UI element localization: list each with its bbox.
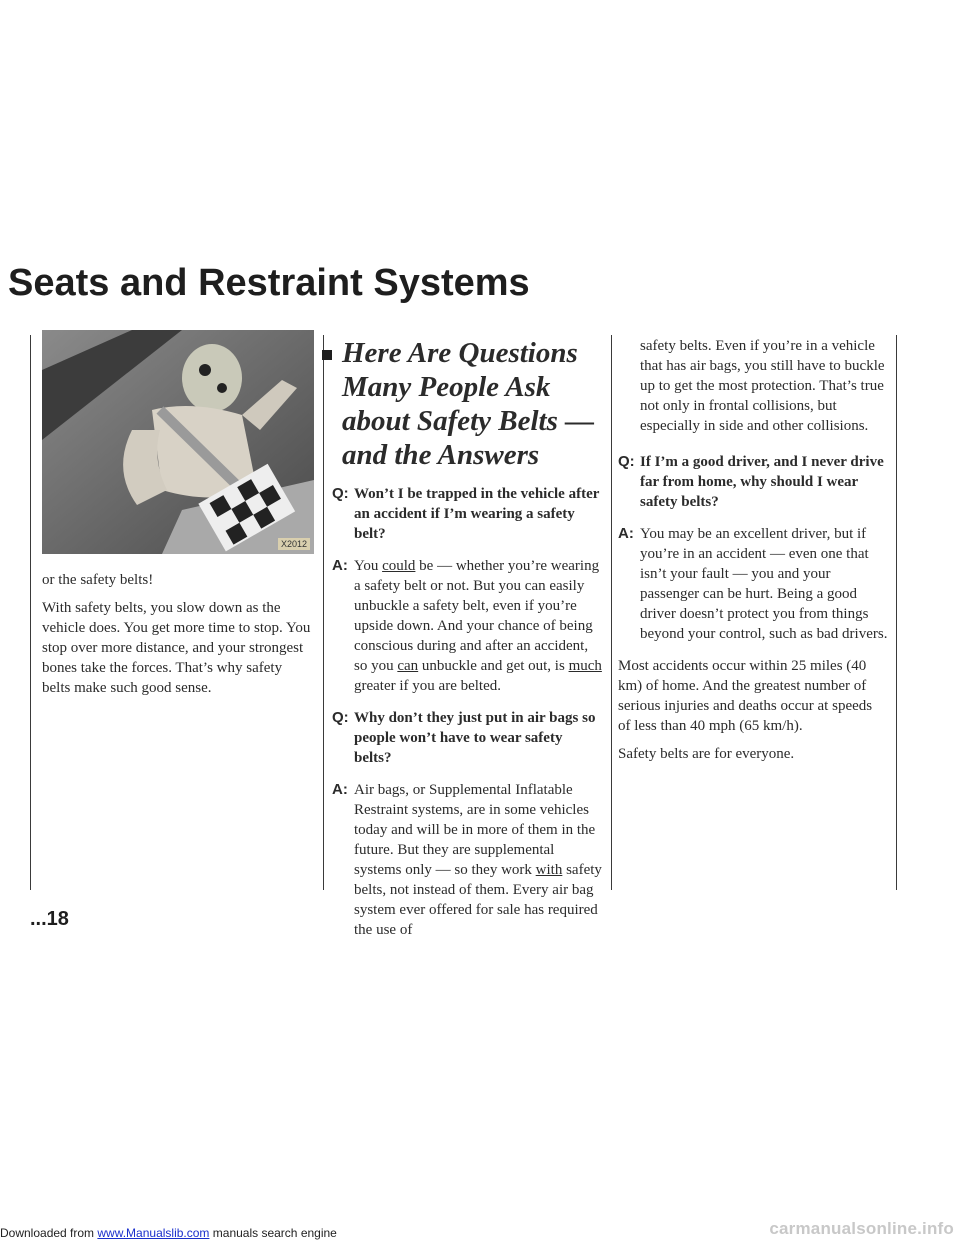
column-divider <box>611 335 612 890</box>
answer <box>618 524 888 644</box>
column-right <box>618 336 888 772</box>
question <box>332 484 602 544</box>
question-label: Q: <box>332 709 349 726</box>
footer-prefix: Downloaded from <box>0 1226 98 1240</box>
column-divider <box>896 335 897 890</box>
underlined-word: could <box>382 558 416 574</box>
page-number: ...18 <box>30 908 69 930</box>
answer-text <box>354 558 602 694</box>
question-label: Q: <box>332 485 349 502</box>
underlined-word: much <box>568 658 602 674</box>
text-run: You <box>354 558 383 574</box>
watermark: carmanualsonline.info <box>769 1219 954 1238</box>
column-divider <box>323 335 324 890</box>
paragraph: or the safety belts! <box>42 572 154 588</box>
answer-text: You may be an excellent driver, but if you’re in an accident — even one that isn’t your fault — you and your passenger can be hurt. Being a good driver doesn’t protect you from things beyond your control, such as bad drivers. <box>640 526 888 642</box>
paragraph: Safety belts are for everyone. <box>618 746 795 762</box>
text-run: greater if you are belted. <box>354 678 502 694</box>
text-run: safety belts, not instead of them. Every air bag system ever offered for sale has required the use of <box>354 862 602 938</box>
paragraph: Most accidents occur within 25 miles (40 km) of home. And the greatest number of serious injuries and deaths occur at speeds of less than 40 mph (65 km/h). <box>618 658 873 734</box>
figure-code: X2012 <box>278 538 310 550</box>
answer-label: A: <box>332 781 348 798</box>
question-text: If I’m a good driver, and I never drive far from home, why should I wear safety belts? <box>640 454 884 510</box>
paragraph: safety belts. Even if you’re in a vehicle that has air bags, you still have to buckle up to get the most protection. That’s true not only in frontal collisions, but especially in side and other collisions. <box>640 338 885 434</box>
answer-label: A: <box>332 557 348 574</box>
column-divider <box>30 335 31 890</box>
section-heading: Here Are Questions Many People Ask about Safety Belts — and the Answers <box>342 337 595 471</box>
answer-text <box>354 782 602 938</box>
download-footer <box>0 1226 337 1240</box>
underlined-word: with <box>535 862 563 878</box>
footer-suffix: manuals search engine <box>209 1226 337 1240</box>
crash-test-dummy-photo <box>42 330 314 554</box>
question-text: Won’t I be trapped in the vehicle after an accident if I’m wearing a safety belt? <box>354 486 600 542</box>
question <box>618 452 888 512</box>
answer-label: A: <box>618 525 634 542</box>
section-title: Seats and Restraint Systems <box>8 262 530 304</box>
question-text: Why don’t they just put in air bags so people won’t have to wear safety belts? <box>354 710 596 766</box>
paragraph: With safety belts, you slow down as the vehicle does. You get more time to stop. You stop over more distance, and your strongest bones take the forces. That’s why safety belts make such good sense. <box>42 600 311 696</box>
square-bullet-icon <box>322 350 332 360</box>
text-run: Air bags, or Supplemental Inflatable Restraint systems, are in some vehicles today and will be in more of them in the future. But they are supplemental systems only — so they work <box>354 782 596 878</box>
text-run: be — whether you’re wearing a safety belt or not. But you can easily unbuckle a safety belt, even if you’re upside down. And your chance of being conscious during and after an accident, so you <box>354 558 600 674</box>
question <box>332 708 602 768</box>
question-label: Q: <box>618 453 635 470</box>
answer <box>332 780 602 940</box>
column-left <box>42 570 314 706</box>
answer <box>332 556 602 696</box>
manualslib-link[interactable]: www.Manualslib.com <box>97 1226 210 1240</box>
underlined-word: can <box>397 658 419 674</box>
text-run: unbuckle and get out, is <box>418 658 569 674</box>
column-middle <box>332 336 602 952</box>
